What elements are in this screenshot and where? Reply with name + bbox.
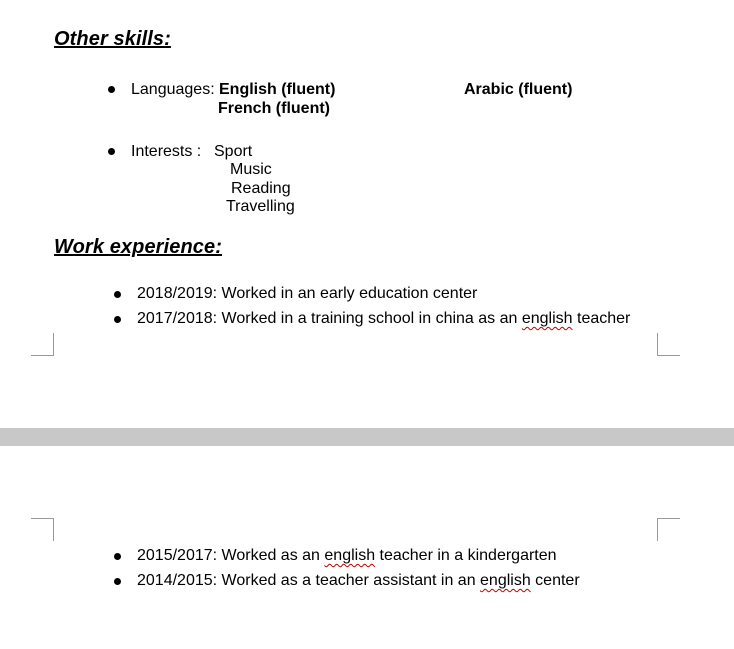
interest-item: Sport [214,143,253,160]
spellcheck-word[interactable]: english [480,572,531,589]
margin-corner-mark [657,333,680,356]
work-item: 2014/2015: Worked as a teacher assistant in an english center [137,572,580,589]
language-french: French (fluent) [218,100,330,117]
bullet [114,578,121,585]
spellcheck-word[interactable]: english [324,547,376,564]
margin-corner-mark [657,518,680,541]
bullet [114,553,121,560]
interest-item: Music [230,161,272,178]
work-item: 2015/2017: Worked as an english teacher in a kindergarten [137,547,557,564]
interest-item: Reading [231,180,291,197]
work-experience-heading: Work experience: [54,236,222,258]
interest-item: Travelling [226,198,295,215]
bullet [108,148,115,155]
interests-label: Interests : [131,143,202,160]
language-english: English (fluent) [219,81,336,98]
language-arabic: Arabic (fluent) [464,81,573,98]
page-separator [0,428,734,446]
bullet [114,316,121,323]
languages-label: Languages: [131,81,215,98]
bullet [108,86,115,93]
bullet [114,291,121,298]
spellcheck-word[interactable]: english [521,310,573,327]
document-page-2 [0,446,734,649]
margin-corner-mark [31,518,54,541]
work-item: 2017/2018: Worked in a training school in china as an english teacher [137,310,631,327]
margin-corner-mark [31,333,54,356]
other-skills-heading: Other skills: [54,28,171,50]
work-item: 2018/2019: Worked in an early education center [137,285,478,302]
